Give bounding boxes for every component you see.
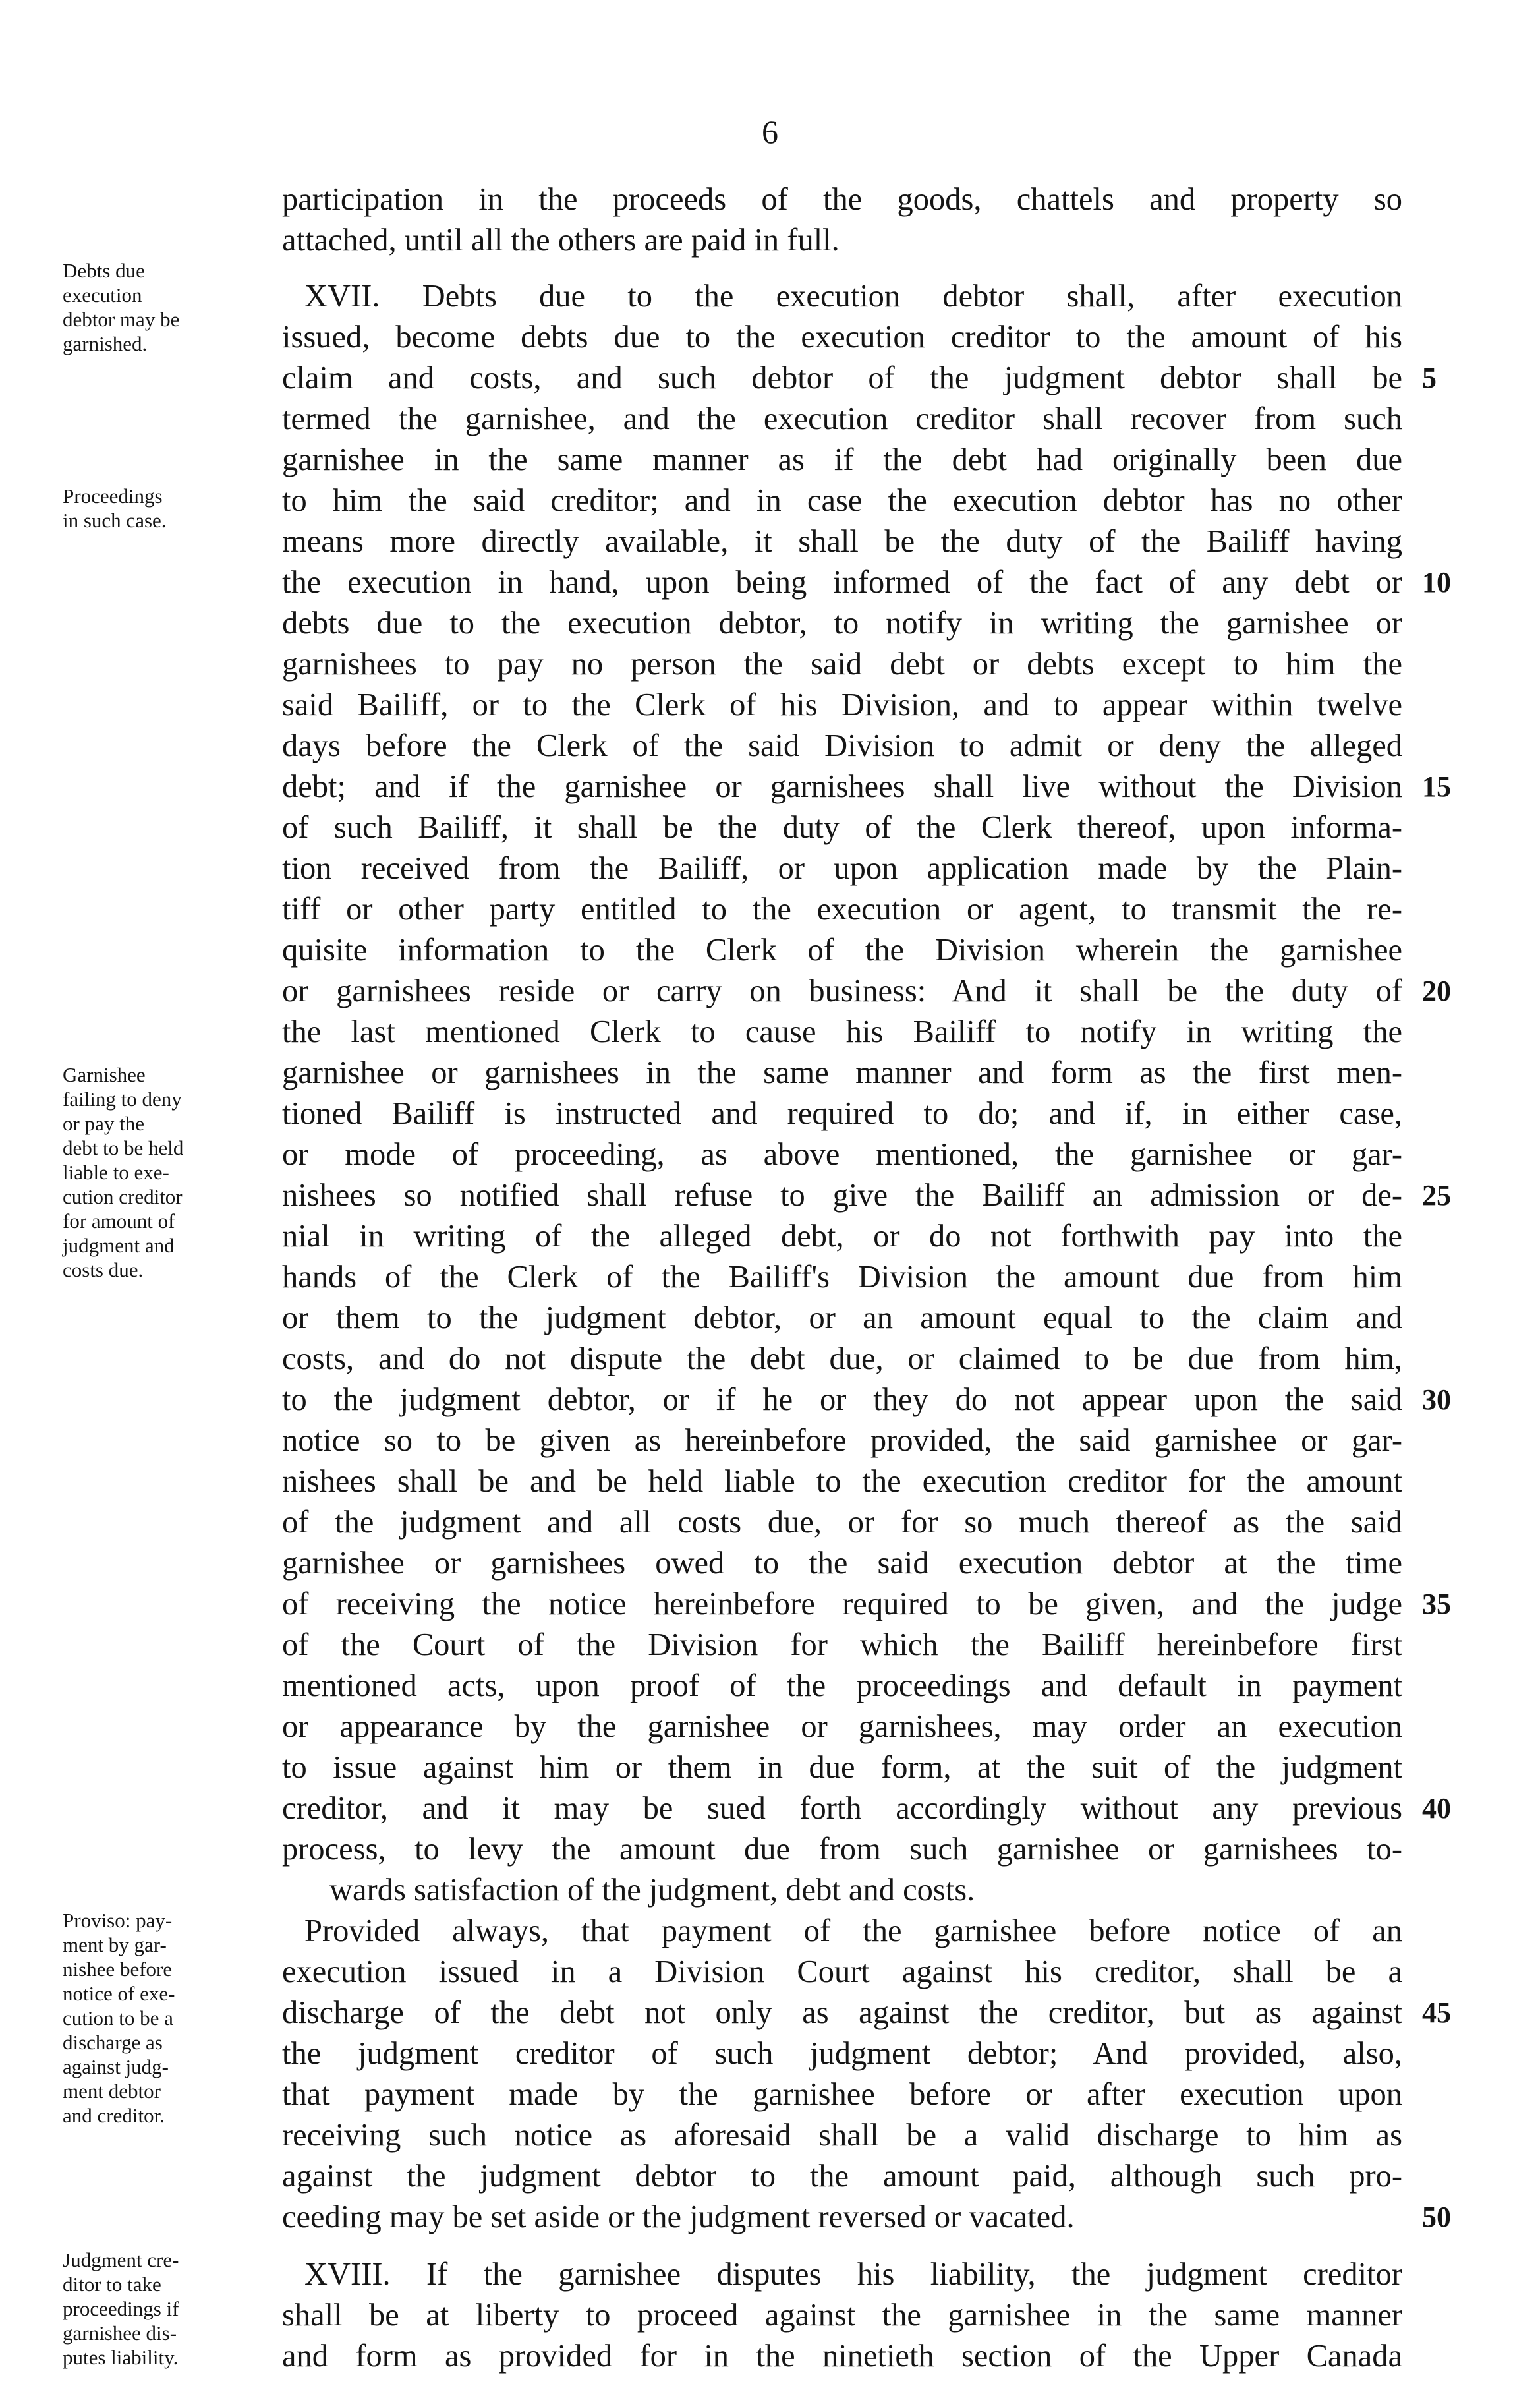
margin-note-line: nishee before xyxy=(63,1958,173,1981)
line-number: 50 xyxy=(1422,2201,1451,2233)
body-line: receiving such notice as aforesaid shall be a valid discharge to him as xyxy=(282,2118,1402,2153)
body-line: nishees shall be and be held liable to the execution creditor for the amount xyxy=(282,1464,1402,1499)
margin-note-line: ditor to take xyxy=(63,2273,161,2296)
margin-note-line: Debts due xyxy=(63,259,145,282)
body-line: termed the garnishee, and the execution creditor shall recover from such xyxy=(282,401,1402,436)
body-line: issued, become debts due to the execution creditor to the amount of his xyxy=(282,320,1402,355)
section-heading-line: XVII. Debts due to the execution debtor shall, after execution xyxy=(304,279,1402,314)
line-number: 20 xyxy=(1422,975,1451,1007)
line-number: 10 xyxy=(1422,566,1451,598)
body-line: of the Court of the Division for which the Bailiff hereinbefore first xyxy=(282,1627,1402,1662)
margin-note-line: in such case. xyxy=(63,509,167,532)
line-number: 45 xyxy=(1422,1997,1451,2029)
margin-note-proviso xyxy=(63,1908,273,2128)
margin-note-line: ment by gar- xyxy=(63,1933,167,1956)
line-number: 25 xyxy=(1422,1179,1451,1211)
body-line: days before the Clerk of the said Division to admit or deny the alleged xyxy=(282,728,1402,763)
margin-note-line: Judgment cre- xyxy=(63,2248,179,2271)
line-number: 30 xyxy=(1422,1384,1451,1416)
margin-note-line: Proceedings xyxy=(63,484,163,508)
margin-note-line: discharge as xyxy=(63,2031,163,2054)
margin-note-line: ment debtor xyxy=(63,2080,161,2103)
body-line: garnishee in the same manner as if the debt had originally been due xyxy=(282,442,1402,477)
body-line: of receiving the notice hereinbefore required to be given, and the judge xyxy=(282,1587,1402,1621)
body-line: to the judgment debtor, or if he or they do not appear upon the said xyxy=(282,1382,1402,1417)
body-line: process, to levy the amount due from such garnishee or garnishees to- xyxy=(282,1832,1402,1867)
margin-note-line: and creditor. xyxy=(63,2104,165,2127)
body-line: nishees so notified shall refuse to give the Bailiff an admission or de- xyxy=(282,1178,1402,1213)
margin-note-line: execution xyxy=(63,283,142,306)
body-line: notice so to be given as hereinbefore provided, the said garnishee or gar- xyxy=(282,1423,1402,1458)
body-line: and form as provided for in the ninetieth section of the Upper Canada xyxy=(282,2339,1402,2374)
body-line: debt; and if the garnishee or garnishees shall live without the Division xyxy=(282,769,1402,804)
body-line: nial in writing of the alleged debt, or do not forthwith pay into the xyxy=(282,1219,1402,1254)
body-line: tiff or other party entitled to the execution or agent, to transmit the re- xyxy=(282,892,1402,927)
margin-note-line: cution to be a xyxy=(63,2006,173,2029)
margin-note-line: against judg- xyxy=(63,2055,169,2078)
margin-note-line: costs due. xyxy=(63,1258,144,1281)
page-number: 6 xyxy=(762,113,778,150)
margin-note-line: liable to exe- xyxy=(63,1161,169,1184)
line-number: 5 xyxy=(1422,362,1437,394)
body-line: wards satisfaction of the judgment, debt and costs. xyxy=(329,1873,975,1908)
body-line: the execution in hand, upon being informed of the fact of any debt or xyxy=(282,565,1402,600)
margin-note-line: failing to deny xyxy=(63,1088,182,1111)
proviso-line: Provided always, that payment of the garnishee before notice of an xyxy=(304,1913,1402,1948)
body-line: garnishees to pay no person the said debt or debts except to him the xyxy=(282,647,1402,682)
body-line: quisite information to the Clerk of the Division wherein the garnishee xyxy=(282,933,1402,968)
margin-note-line: proceedings if xyxy=(63,2297,179,2320)
body-line: mentioned acts, upon proof of the proceedings and default in payment xyxy=(282,1668,1402,1703)
body-line: or them to the judgment debtor, or an amount equal to the claim and xyxy=(282,1300,1402,1335)
body-line: that payment made by the garnishee before or after execution upon xyxy=(282,2077,1402,2112)
body-line: discharge of the debt not only as against the creditor, but as against xyxy=(282,1995,1402,2030)
body-line: to him the said creditor; and in case the execution debtor has no other xyxy=(282,483,1402,518)
line-number: 40 xyxy=(1422,1792,1451,1824)
body-line: costs, and do not dispute the debt due, or claimed to be due from him, xyxy=(282,1341,1402,1376)
body-line: said Bailiff, or to the Clerk of his Division, and to appear within twelve xyxy=(282,687,1402,722)
line-number: 15 xyxy=(1422,771,1451,803)
body-line: of such Bailiff, it shall be the duty of the Clerk thereof, upon informa- xyxy=(282,810,1402,845)
body-line: garnishee or garnishees owed to the said execution debtor at the time xyxy=(282,1546,1402,1581)
body-line: tioned Bailiff is instructed and required to do; and if, in either case, xyxy=(282,1096,1402,1131)
body-line: against the judgment debtor to the amount paid, although such pro- xyxy=(282,2159,1402,2194)
margin-note-garnishee-failing xyxy=(63,1063,273,1282)
margin-note-line: garnishee dis- xyxy=(63,2321,177,2345)
body-line: or mode of proceeding, as above mentioned, the garnishee or gar- xyxy=(282,1137,1402,1172)
line-number: 35 xyxy=(1422,1588,1451,1620)
margin-note-proceedings xyxy=(63,484,273,533)
body-line: or garnishees reside or carry on business: And it shall be the duty of xyxy=(282,974,1402,1008)
body-line: or appearance by the garnishee or garnishees, may order an execution xyxy=(282,1709,1402,1744)
body-line: debts due to the execution debtor, to notify in writing the garnishee or xyxy=(282,606,1402,641)
margin-note-line: notice of exe- xyxy=(63,1982,175,2005)
body-line: the judgment creditor of such judgment debtor; And provided, also, xyxy=(282,2036,1402,2071)
margin-note-line: garnished. xyxy=(63,332,148,355)
margin-note-judgment-creditor xyxy=(63,2248,273,2370)
body-line: to issue against him or them in due form, at the suit of the judgment xyxy=(282,1750,1402,1785)
body-line: garnishee or garnishees in the same manner and form as the first men- xyxy=(282,1055,1402,1090)
body-line: means more directly available, it shall be the duty of the Bailiff having xyxy=(282,524,1402,559)
body-line: of the judgment and all costs due, or for so much thereof as the said xyxy=(282,1505,1402,1540)
margin-note-line: for amount of xyxy=(63,1210,175,1233)
margin-note-line: judgment and xyxy=(63,1234,175,1257)
margin-note-line: putes liability. xyxy=(63,2346,179,2369)
body-line: attached, until all the others are paid in full. xyxy=(282,223,840,258)
margin-note-line: debt to be held xyxy=(63,1136,184,1159)
body-line: participation in the proceeds of the goods, chattels and property so xyxy=(282,182,1402,217)
body-line: creditor, and it may be sued forth accordingly without any previous xyxy=(282,1791,1402,1826)
body-line: tion received from the Bailiff, or upon application made by the Plain- xyxy=(282,851,1402,886)
body-line: shall be at liberty to proceed against the garnishee in the same manner xyxy=(282,2298,1402,2333)
margin-note-line: or pay the xyxy=(63,1112,144,1135)
margin-note-line: cution creditor xyxy=(63,1185,183,1208)
body-line: hands of the Clerk of the Bailiff's Division the amount due from him xyxy=(282,1260,1402,1295)
margin-note-line: debtor may be xyxy=(63,308,180,331)
margin-note-line: Garnishee xyxy=(63,1063,146,1086)
body-line: the last mentioned Clerk to cause his Bailiff to notify in writing the xyxy=(282,1014,1402,1049)
section-heading-line: XVIII. If the garnishee disputes his liability, the judgment creditor xyxy=(304,2257,1402,2292)
body-line: claim and costs, and such debtor of the judgment debtor shall be xyxy=(282,361,1402,395)
margin-note-debts-garnished xyxy=(63,258,273,356)
margin-note-line: Proviso: pay- xyxy=(63,1909,173,1932)
body-line: ceeding may be set aside or the judgment reversed or vacated. xyxy=(282,2200,1075,2234)
body-line: execution issued in a Division Court against his creditor, shall be a xyxy=(282,1954,1402,1989)
